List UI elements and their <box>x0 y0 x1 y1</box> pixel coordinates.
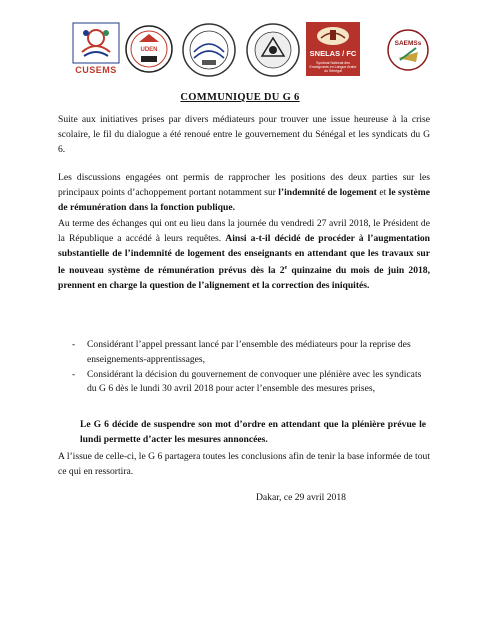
considerations-list <box>72 338 428 397</box>
signature-date: Dakar, ce 29 avril 2018 <box>256 492 346 503</box>
saems-logo-label: SAEMSs <box>394 40 422 47</box>
bullet-dash: - <box>72 368 76 380</box>
paragraph-intro: Suite aux initiatives prises par divers médiateurs pour trouver une issue heureuse à la crise scolaire, le fil du dialogue a été renoué entre le gouvernement du Sénégal et les syndicats du G 6. <box>58 114 430 155</box>
circular-seal-logo <box>180 22 238 78</box>
list-item <box>72 338 428 368</box>
sneles-logo-subtitle: Syndicat National des Enseignants en Langue Arabe du Sénégal <box>309 61 357 73</box>
saems-logo <box>386 28 430 72</box>
cusems-logo <box>72 22 120 76</box>
paragraph-decision-text: Au terme des échanges qui ont eu lieu dans la journée du vendredi 27 avril 2018, le Président de la République a accédé à leurs requêtes. <box>58 218 430 244</box>
sneles-logo <box>306 22 360 76</box>
paragraph-decision <box>58 217 430 294</box>
paragraph-decision-superscript: e <box>284 265 288 272</box>
uden-logo <box>124 22 174 76</box>
uden-logo-label: UDEN <box>140 47 158 53</box>
paragraph-conclusion: A l’issue de celle-ci, le G 6 partagera toutes les conclusions afin de tenir la base informée de tout ce qui en ressortira. <box>58 451 430 477</box>
paragraph-discussions <box>58 171 430 215</box>
saems-emblem-icon <box>386 28 430 72</box>
paragraph-decision-bold: Ainsi a-t-il décidé de procéder à l’augmentation substantielle de l’indemnité de logement des enseignants en attendant que les travaux sur le nouveau système de rémunération prévus dès la 2 <box>58 232 430 277</box>
circular-seal-icon <box>180 22 238 78</box>
union-emblem-logo <box>244 22 302 78</box>
list-item-text: Considérant la décision du gouvernement de convoquer une plénière avec les syndicats du G 6 dès le lundi 30 avril 2018 pour acter l’ensemble des mesures prises, <box>87 368 422 395</box>
list-item <box>72 368 428 398</box>
paragraph-decision-bold-end: quinzaine du mois de juin 2018, prennent en charge la question de l’alignement et la correction des iniquités. <box>58 265 430 292</box>
paragraph-discussions-bold-1: l’indemnité de logement <box>278 186 377 198</box>
list-item-text: Considérant l’appel pressant lancé par l’ensemble des médiateurs pour la reprise des enseignements-apprentissages, <box>87 339 411 365</box>
cusems-logo-label: CUSEMS <box>75 65 117 75</box>
union-emblem-icon <box>244 22 302 78</box>
paragraph-discussions-bold-2: le système de rémunération dans la fonction publique. <box>58 186 430 213</box>
cusems-emblem-icon <box>72 22 120 64</box>
sneles-logo-label: SNELAS / FC <box>309 49 357 58</box>
communique-title: COMMUNIQUE DU G 6 <box>180 92 300 103</box>
paragraph-suspension: Le G 6 décide de suspendre son mot d’ordre en attendant que la plénière prévue le lundi permette d’acter les mesures annoncées. <box>80 419 426 445</box>
sneles-emblem-icon <box>306 22 360 48</box>
paragraph-discussions-text: Les discussions engagées ont permis de rapprocher les positions des deux parties sur les principaux points d’achoppement portant notamment sur <box>58 172 430 198</box>
bullet-dash: - <box>72 339 76 350</box>
logo-row <box>68 22 428 82</box>
paragraph-discussions-mid: et <box>376 186 389 198</box>
